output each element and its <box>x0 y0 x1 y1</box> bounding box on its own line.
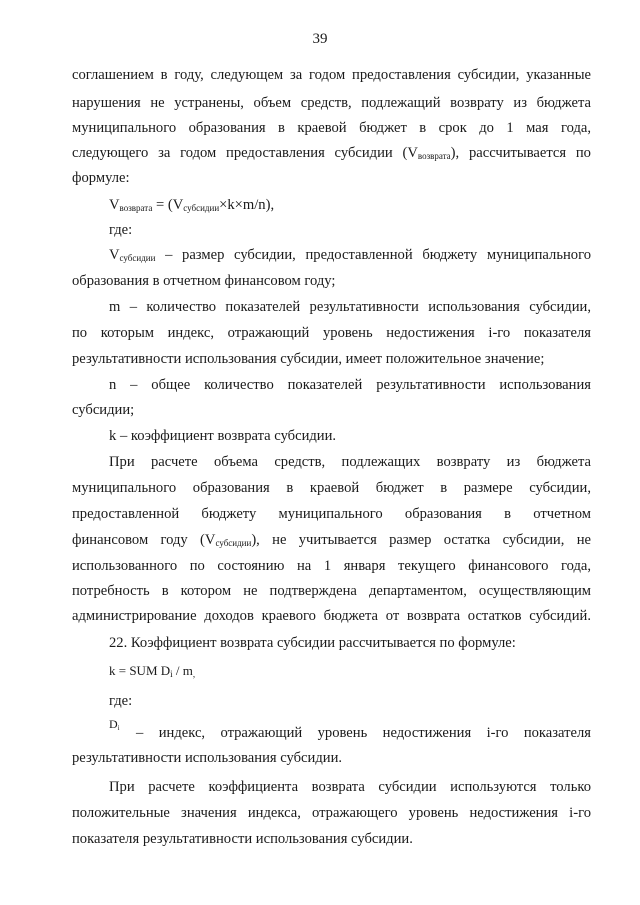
text-line: администрирование доходов краевого бюджета от возврата остатков субсидий. <box>72 608 591 624</box>
text-line: результативности использования субсидии. <box>72 750 343 766</box>
text-span: ), рассчитывается по <box>450 145 591 161</box>
di-symbol <box>109 717 120 732</box>
formula-part: = (V <box>152 197 184 213</box>
subscript: i <box>170 669 173 679</box>
text-line: нарушения не устранены, объем средств, подлежащий возврату из бюджета <box>72 95 591 111</box>
text-line: показателя результативности использования субсидии. <box>72 831 413 847</box>
subscript: субсидии <box>119 253 156 263</box>
text-line: предоставленной бюджету муниципального образования в отчетном <box>72 506 591 522</box>
where-label: где: <box>109 693 133 709</box>
text-line: положительные значения индекса, отражающего уровень недостижения i-го <box>72 805 591 821</box>
text-span: ), не учитывается размер остатка субсидии, не <box>251 532 591 548</box>
text-line: муниципального образования в краевой бюджет в срок до 1 мая года, <box>72 120 591 136</box>
text-line <box>72 144 591 162</box>
subscript: субсидии <box>183 203 220 213</box>
text-line: муниципального образования в краевой бюджет в размере субсидии, <box>72 480 591 496</box>
subscript: i <box>117 724 120 732</box>
subscript: возврата <box>417 151 451 161</box>
text-span: – размер субсидии, предоставленной бюджету муниципального <box>155 247 591 263</box>
formula-comma: , <box>192 669 196 679</box>
subscript: субсидии <box>215 538 252 548</box>
text-line: k – коэффициент возврата субсидии. <box>109 428 337 444</box>
section-heading: 22. Коэффициент возврата субсидии рассчитывается по формуле: <box>109 635 516 651</box>
text-line: При расчете объема средств, подлежащих возврату из бюджета <box>109 454 591 470</box>
text-span: V <box>109 247 120 263</box>
text-line: соглашением в году, следующем за годом предоставления субсидии, указанные <box>72 67 591 83</box>
text-line: субсидии; <box>72 402 135 418</box>
text-line: m – количество показателей результативности использования субсидии, <box>109 299 591 315</box>
page-number: 39 <box>312 31 328 47</box>
text-line: результативности использования субсидии, имеет положительное значение; <box>72 351 545 367</box>
text-line: n – общее количество показателей результативности использования <box>109 377 591 393</box>
text-line <box>72 531 591 549</box>
where-label: где: <box>109 222 133 238</box>
formula-part: / m <box>172 663 193 678</box>
subscript: возврата <box>119 203 153 213</box>
formula-part: D <box>109 717 118 731</box>
formula-part: ×k×m/n), <box>219 197 275 213</box>
text-line: потребность в котором не подтверждена департаментом, осуществляющим <box>72 583 591 599</box>
formula-part: k = SUM D <box>109 663 171 678</box>
text-line: использованного по состоянию на 1 января текущего финансового года, <box>72 558 591 574</box>
text-line: образования в отчетном финансовом году; <box>72 273 336 289</box>
text-line <box>109 246 591 264</box>
text-line: формуле: <box>72 170 130 186</box>
formula-k <box>109 662 195 680</box>
formula-part: V <box>109 197 120 213</box>
text-span: финансовом году (V <box>72 532 216 548</box>
formula-vozvrata <box>109 196 274 214</box>
text-line: – индекс, отражающий уровень недостижения i-го показателя <box>136 725 591 741</box>
text-line: При расчете коэффициента возврата субсидии используются только <box>109 779 591 795</box>
text-line: по которым индекс, отражающий уровень недостижения i-го показателя <box>72 325 591 341</box>
text-span: следующего за годом предоставления субсидии (V <box>72 145 418 161</box>
